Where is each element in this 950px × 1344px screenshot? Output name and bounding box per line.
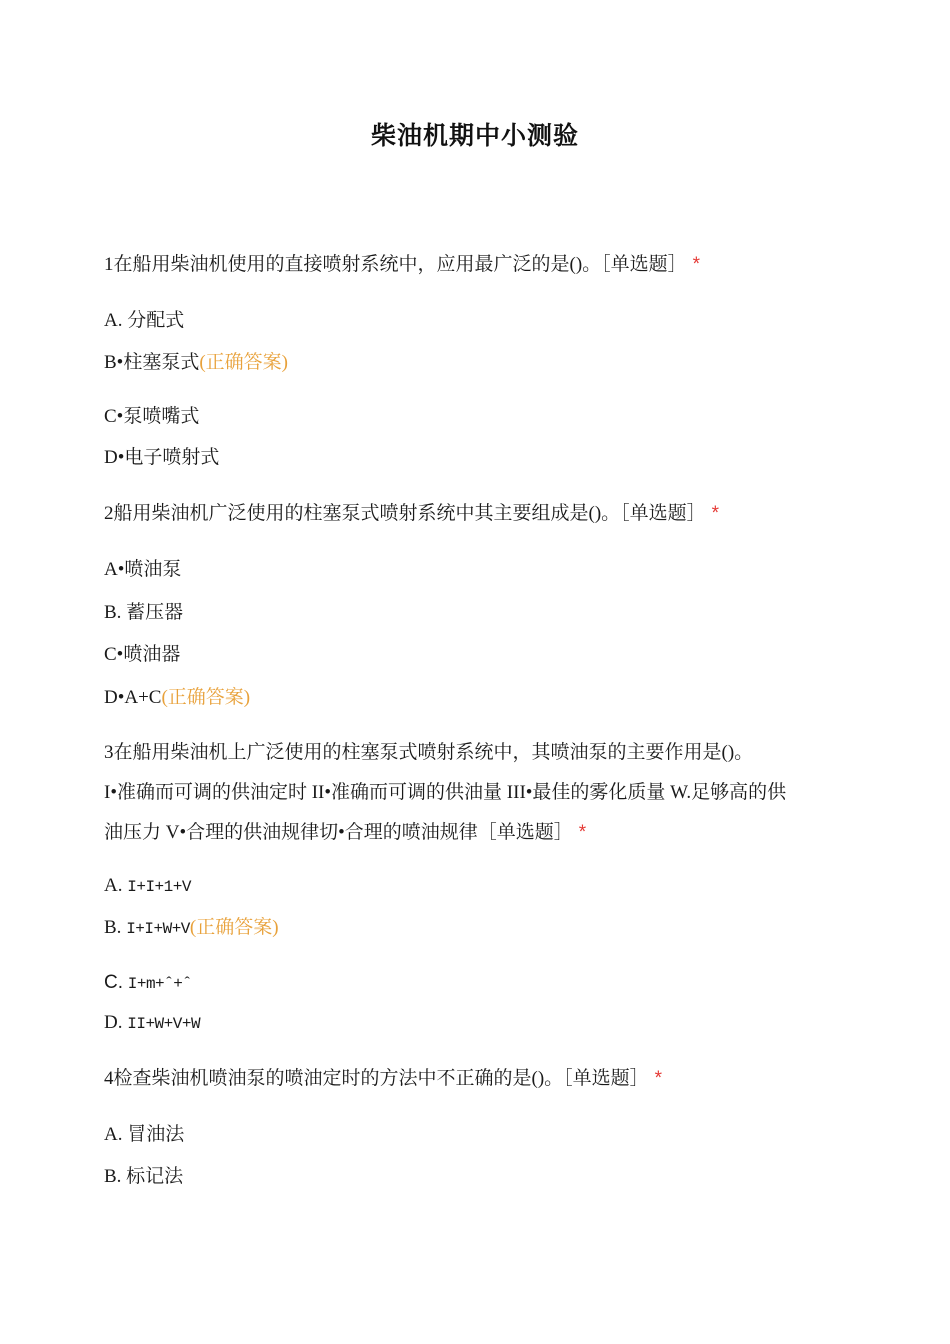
question-1-option-a[interactable] bbox=[104, 309, 184, 333]
page-title: 柴油机期中小测验 bbox=[370, 121, 579, 150]
option-prefix: D. bbox=[104, 1012, 123, 1033]
required-star: * bbox=[578, 822, 587, 843]
option-label: I+I+W+V bbox=[126, 920, 190, 938]
question-stem-text: 4检查柴油机喷油泵的喷油定时的方法中不正确的是()。［单选题］ bbox=[104, 1068, 649, 1089]
option-label: B•柱塞泵式 bbox=[104, 352, 200, 373]
option-label: II+W+V+W bbox=[127, 1015, 201, 1033]
question-stem-text: 3在船用柴油机上广泛使用的柱塞泵式喷射系统中，其喷油泵的主要作用是()。 bbox=[104, 742, 754, 763]
option-label: B. 蓄压器 bbox=[104, 602, 184, 623]
question-stem-text: 2船用柴油机广泛使用的柱塞泵式喷射系统中其主要组成是()。［单选题］ bbox=[104, 503, 706, 524]
option-prefix: A. bbox=[104, 875, 123, 896]
question-4-option-a[interactable] bbox=[104, 1123, 184, 1147]
option-label: D•电子喷射式 bbox=[104, 447, 220, 468]
option-label: C•喷油器 bbox=[104, 644, 181, 665]
option-label: A. 分配式 bbox=[104, 310, 185, 331]
question-3-stem-line-3 bbox=[104, 821, 586, 845]
question-3-option-a[interactable] bbox=[104, 874, 191, 899]
option-label: B. 标记法 bbox=[104, 1166, 184, 1187]
question-stem-text: 1在船用柴油机使用的直接喷射系统中，应用最广泛的是()。［单选题］ bbox=[104, 254, 687, 275]
question-3-option-d[interactable] bbox=[104, 1011, 200, 1036]
correct-answer-mark: (正确答案) bbox=[199, 352, 288, 373]
question-4-option-b[interactable] bbox=[104, 1165, 183, 1189]
question-1-stem bbox=[104, 253, 700, 277]
option-label: C•泵喷嘴式 bbox=[104, 406, 200, 427]
option-prefix: C. bbox=[104, 972, 123, 993]
option-label: A•喷油泵 bbox=[104, 559, 182, 580]
question-2-option-c[interactable] bbox=[104, 643, 180, 667]
question-4-stem bbox=[104, 1067, 662, 1091]
question-1-option-b[interactable] bbox=[104, 351, 288, 375]
question-3-stem-line-1 bbox=[104, 741, 753, 765]
option-label: A. 冒油法 bbox=[104, 1124, 185, 1145]
required-star: * bbox=[654, 1068, 663, 1089]
question-1-option-c[interactable] bbox=[104, 405, 199, 429]
question-2-option-b[interactable] bbox=[104, 601, 183, 625]
option-label: I+I+1+V bbox=[127, 878, 191, 896]
question-3-stem-line-2 bbox=[104, 781, 786, 805]
question-3-option-c[interactable] bbox=[104, 971, 191, 996]
question-3-option-b[interactable] bbox=[104, 916, 279, 941]
required-star: * bbox=[711, 503, 720, 524]
question-2-option-a[interactable] bbox=[104, 558, 181, 582]
question-stem-text: 油压力 V•合理的供油规律切•合理的喷油规律［单选题］ bbox=[104, 822, 573, 843]
question-2-option-d[interactable] bbox=[104, 686, 250, 710]
question-1-option-d[interactable] bbox=[104, 446, 219, 470]
question-2-stem bbox=[104, 502, 719, 526]
question-stem-text: I•准确而可调的供油定时 II•准确而可调的供油量 III•最佳的雾化质量 W.足够高的供 bbox=[104, 782, 787, 803]
option-label: I+m+ˆ+ˆ bbox=[127, 975, 192, 993]
correct-answer-mark: (正确答案) bbox=[189, 917, 279, 938]
option-prefix: B. bbox=[104, 917, 122, 938]
correct-answer-mark: (正确答案) bbox=[161, 687, 251, 708]
option-label: D•A+C bbox=[104, 687, 162, 708]
required-star: * bbox=[692, 254, 701, 275]
